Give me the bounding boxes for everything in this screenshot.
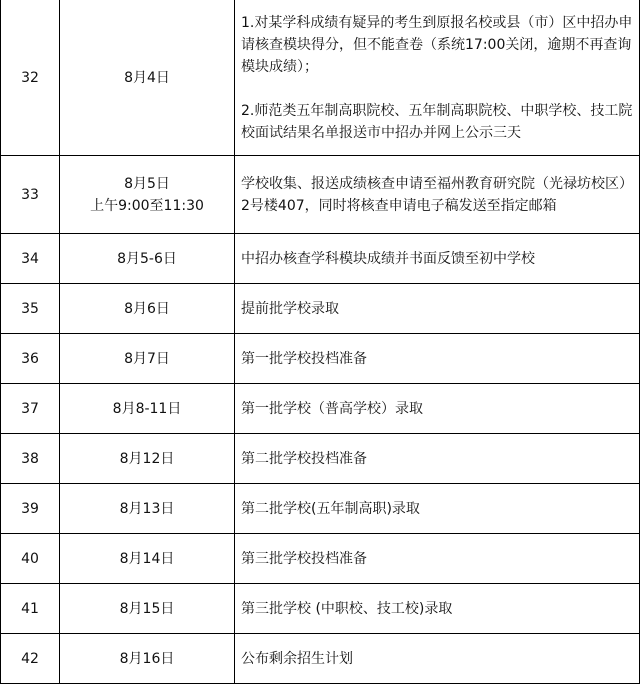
row-number: 37 <box>1 384 60 434</box>
table-row <box>1 284 640 334</box>
row-date: 8月13日 <box>60 484 235 534</box>
row-date: 8月6日 <box>60 284 235 334</box>
row-description: 提前批学校录取 <box>235 284 640 334</box>
table-row <box>1 156 640 234</box>
row-number: 32 <box>1 0 60 156</box>
row-description: 第二批学校(五年制高职)录取 <box>235 484 640 534</box>
row-number: 35 <box>1 284 60 334</box>
row-number: 36 <box>1 334 60 384</box>
row-description: 第二批学校投档准备 <box>235 434 640 484</box>
row-date: 8月8-11日 <box>60 384 235 434</box>
table-row <box>1 434 640 484</box>
row-date: 8月16日 <box>60 634 235 684</box>
row-number: 39 <box>1 484 60 534</box>
table-row <box>1 534 640 584</box>
table-row <box>1 384 640 434</box>
row-number: 38 <box>1 434 60 484</box>
row-description: 第三批学校投档准备 <box>235 534 640 584</box>
description-paragraph: 1.对某学科成绩有疑异的考生到原报名校或县（市）区中招办申请核查模块得分，但不能查卷（系统17:00关闭，逾期不再查询模块成绩）； <box>241 14 633 75</box>
row-description: 学校收集、报送成绩核查申请至福州教育研究院（光禄坊校区）2号楼407，同时将核查申请电子稿发送至指定邮箱 <box>235 156 640 234</box>
row-date: 8月5-6日 <box>60 234 235 284</box>
table-row <box>1 334 640 384</box>
table-row <box>1 234 640 284</box>
row-description: 中招办核查学科模块成绩并书面反馈至初中学校 <box>235 234 640 284</box>
row-number: 41 <box>1 584 60 634</box>
table-row <box>1 634 640 684</box>
row-date: 8月14日 <box>60 534 235 584</box>
row-date: 8月7日 <box>60 334 235 384</box>
time-line: 上午9:00至11:30 <box>90 197 204 214</box>
row-description: 第一批学校投档准备 <box>235 334 640 384</box>
row-number: 34 <box>1 234 60 284</box>
row-description: 第三批学校 (中职校、技工校)录取 <box>235 584 640 634</box>
row-description: 公布剩余招生计划 <box>235 634 640 684</box>
row-date: 8月4日 <box>60 0 235 156</box>
table-row <box>1 484 640 534</box>
row-number: 42 <box>1 634 60 684</box>
row-date: 8月15日 <box>60 584 235 634</box>
table-row <box>1 0 640 156</box>
date-line: 8月5日 <box>124 175 170 192</box>
row-number: 40 <box>1 534 60 584</box>
table-row <box>1 584 640 634</box>
row-date: 8月12日 <box>60 434 235 484</box>
row-description: 第一批学校（普高学校）录取 <box>235 384 640 434</box>
row-date <box>60 156 235 234</box>
row-number: 33 <box>1 156 60 234</box>
description-paragraph: 2.师范类五年制高职院校、五年制高职院校、中职学校、技工院校面试结果名单报送市中招办并网上公示三天 <box>241 102 633 141</box>
row-description <box>235 0 640 156</box>
